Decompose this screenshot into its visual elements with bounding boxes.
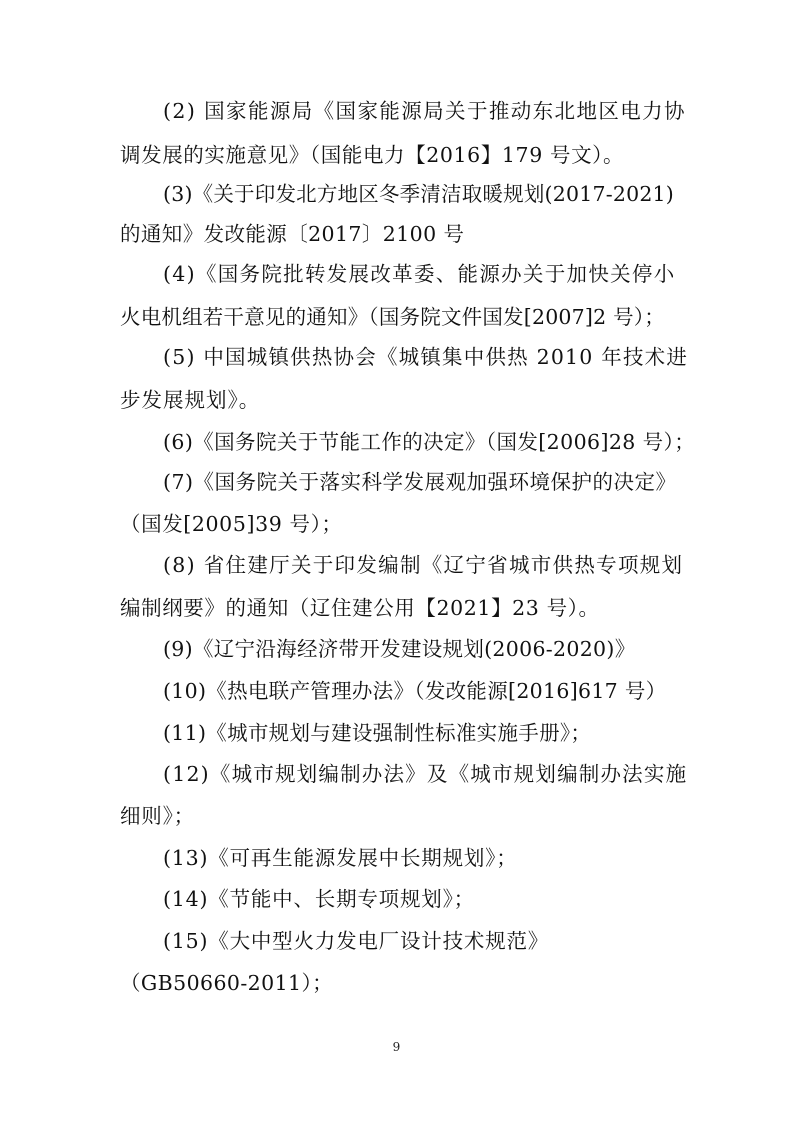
reference-item-14: (14)《节能中、长期专项规划》； <box>163 887 475 911</box>
reference-item-2-line-2: 调发展的实施意见》（国能电力【2016】179 号文）。 <box>120 143 625 167</box>
reference-item-15-line-2: （GB50660-2011）； <box>120 971 334 995</box>
reference-item-10: (10)《热电联产管理办法》（发改能源[2016]617 号） <box>163 679 667 703</box>
reference-item-6: (6)《国务院关于节能工作的决定》（国发[2006]28 号）； <box>163 430 696 454</box>
reference-item-3-line-2: 的通知》发改能源〔2017〕2100 号 <box>120 222 465 246</box>
reference-item-4-line-2: 火电机组若干意见的通知》（国务院文件国发[2007]2 号）； <box>120 305 665 329</box>
reference-item-7-line-1: (7)《国务院关于落实科学发展观加强环境保护的决定》 <box>163 470 677 494</box>
reference-item-15-line-1: (15)《大中型火力发电厂设计技术规范》 <box>163 929 550 953</box>
reference-item-11: (11)《城市规划与建设强制性标准实施手册》； <box>163 721 592 745</box>
page-number: 9 <box>392 1040 401 1054</box>
reference-item-12-line-2: 细则》； <box>120 804 195 828</box>
reference-item-7-line-2: （国发[2005]39 号）； <box>120 512 343 536</box>
reference-item-5-line-2: 步发展规划》。 <box>120 388 261 412</box>
reference-item-9: (9)《辽宁沿海经济带开发建设规划(2006-2020)》 <box>163 637 636 661</box>
reference-item-8-line-1: (8) 省住建厅关于印发编制《辽宁省城市供热专项规划 <box>163 553 684 577</box>
reference-item-5-line-1: (5) 中国城镇供热协会《城镇集中供热 2010 年技术进 <box>163 345 689 369</box>
reference-item-3-line-1: (3)《关于印发北方地区冬季清洁取暖规划(2017-2021) <box>163 182 675 206</box>
reference-item-12-line-1: (12)《城市规划编制办法》及《城市规划编制办法实施 <box>163 762 688 786</box>
reference-item-13: (13)《可再生能源发展中长期规划》； <box>163 846 518 870</box>
reference-item-2-line-1: (2) 国家能源局《国家能源局关于推动东北地区电力协 <box>163 99 686 123</box>
reference-item-4-line-1: (4)《国务院批转发展改革委、能源办关于加快关停小 <box>163 262 676 286</box>
reference-item-8-line-2: 编制纲要》的通知（辽住建公用【2021】23 号）。 <box>120 596 600 620</box>
